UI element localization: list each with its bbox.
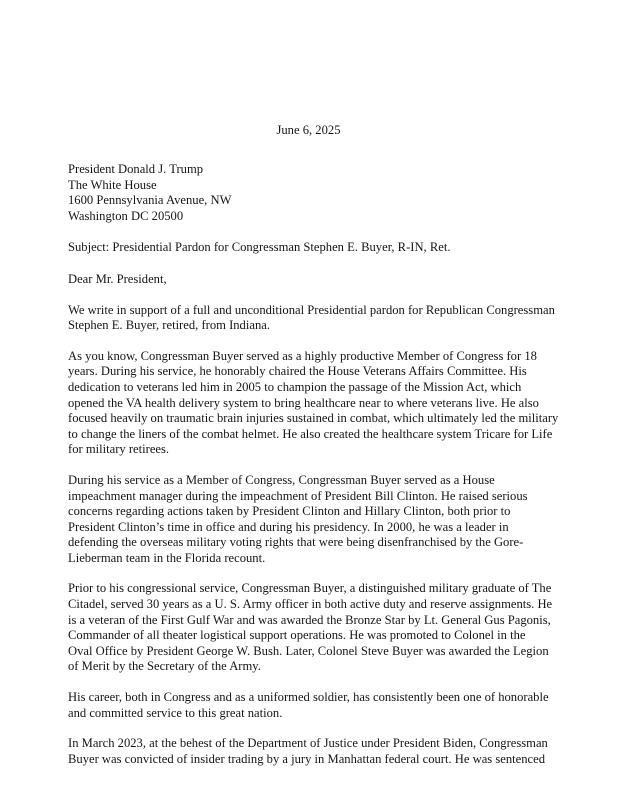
recipient-city: Washington DC 20500 [68, 208, 184, 223]
recipient-org: The White House [68, 177, 157, 192]
paragraph [68, 581, 553, 675]
subject-line: Subject: Presidential Pardon for Congressman Stephen E. Buyer, R-IN, Ret. [68, 240, 451, 255]
letter-date: June 6, 2025 [276, 123, 341, 137]
paragraph-line: Buyer was convicted of insider trading by a jury in Manhattan federal court. He was sentenced [68, 751, 546, 766]
paragraph [68, 348, 559, 458]
paragraph-line: Oval Office by President George W. Bush. Later, Colonel Steve Buyer was awarded the Legion [68, 643, 549, 658]
paragraph-line: opened the VA health delivery system to bring healthcare near to where veterans live. He also [68, 395, 539, 410]
paragraph-line: His career, both in Congress and as a uniformed soldier, has consistently been one of honorable [68, 690, 549, 705]
paragraph-line: We write in support of a full and unconditional Presidential pardon for Republican Congressman [68, 302, 555, 317]
paragraph [68, 303, 553, 334]
paragraph-line: Prior to his congressional service, Congressman Buyer, a distinguished military graduate of The [68, 581, 552, 596]
paragraph-line: of Merit by the Secretary of the Army. [68, 659, 261, 674]
paragraph-line: years. During his service, he honorably chaired the House Veterans Affairs Committee. His [68, 364, 527, 379]
paragraph-line: In March 2023, at the behest of the Department of Justice under President Biden, Congressman [68, 736, 548, 751]
paragraph-line: defending the overseas military voting rights that were being disenfranchised by the Gore- [68, 535, 524, 550]
paragraph-line: impeachment manager during the impeachment of President Bill Clinton. He raised serious [68, 488, 528, 503]
paragraph-line: President Clinton’s time in office and during his presidency. In 2000, he was a leader in [68, 519, 509, 534]
salutation: Dear Mr. President, [68, 271, 167, 286]
recipient-address [68, 162, 553, 224]
body-paragraphs [68, 302, 559, 768]
paragraph-line: for military retirees. [68, 442, 170, 457]
paragraph-line: to change the liners of the combat helmet. He also created the healthcare system Tricare for Life [68, 426, 553, 441]
paragraph-line: and committed service to this great nation. [68, 705, 283, 720]
paragraph-line: During his service as a Member of Congress, Congressman Buyer served as a House [68, 472, 495, 487]
paragraph-line: dedication to veterans led him in 2005 to champion the passage of the Mission Act, which [68, 379, 522, 394]
paragraph-line: concerns regarding actions taken by President Clinton and Hillary Clinton, both prior to [68, 504, 511, 519]
paragraph-line: focused heavily on traumatic brain injuries sustained in combat, which ultimately led the military [68, 411, 559, 426]
letter-body [68, 162, 559, 767]
paragraph-line: is a veteran of the First Gulf War and was awarded the Bronze Star by Lt. General Gus Pagonis, [68, 612, 551, 627]
paragraph [68, 736, 553, 767]
paragraph-line: Stephen E. Buyer, retired, from Indiana. [68, 318, 270, 333]
paragraph-line: Citadel, served 30 years as a U. S. Army officer in both active duty and reserve assignments. He [68, 597, 553, 612]
paragraph [68, 690, 553, 721]
paragraph [68, 473, 553, 567]
paragraph-line: As you know, Congressman Buyer served as a highly productive Member of Congress for 18 [68, 348, 537, 363]
paragraph-line: Lieberman team in the Florida recount. [68, 550, 266, 565]
paragraph-line: Commander of all theater logistical support operations. He was promoted to Colonel in the [68, 628, 526, 643]
recipient-street: 1600 Pennsylvania Avenue, NW [68, 193, 232, 208]
recipient-name: President Donald J. Trump [68, 162, 204, 176]
